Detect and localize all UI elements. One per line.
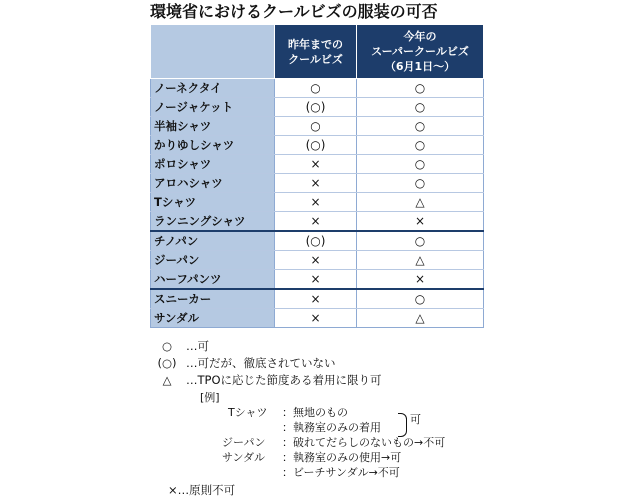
header-this-year-line3: （6月1日〜）	[384, 60, 456, 73]
limited-symbol: △	[162, 373, 172, 387]
example-heading: [例]	[200, 391, 220, 404]
last-year-mark: ×	[275, 193, 357, 212]
last-year-mark: ×	[275, 174, 357, 193]
table-row	[151, 193, 484, 212]
limited-text: …TPOに応じた節度ある着用に限り可	[186, 373, 382, 387]
this-year-mark: ×	[357, 270, 484, 290]
table-row	[151, 79, 484, 98]
this-year-mark: ○	[357, 289, 484, 309]
row-item-label: ポロシャツ	[151, 155, 275, 174]
ok-symbol: ○	[161, 339, 173, 353]
page-title: 環境省におけるクールビズの服装の可否	[150, 2, 438, 21]
legend-partial	[148, 355, 336, 371]
row-item-label: ハーフパンツ	[151, 270, 275, 290]
header-last-year-line1: 昨年までの	[288, 37, 343, 51]
table-row	[151, 270, 484, 290]
this-year-mark: △	[357, 309, 484, 328]
this-year-mark: ○	[357, 155, 484, 174]
last-year-mark: ×	[275, 309, 357, 328]
this-year-mark: ○	[357, 98, 484, 117]
last-year-mark: (○)	[275, 136, 357, 155]
example-tshirt-label: Tシャツ	[228, 406, 268, 419]
row-item-label: ランニングシャツ	[151, 212, 275, 232]
example-tshirt-result: 可	[410, 413, 421, 426]
dress-code-table	[150, 24, 484, 328]
table-row	[151, 212, 484, 232]
row-item-label: ノーネクタイ	[151, 79, 275, 98]
header-this-year-line2: スーパークールビズ	[371, 45, 469, 58]
header-corner	[151, 25, 275, 79]
table-row	[151, 98, 484, 117]
last-year-mark: ×	[275, 155, 357, 174]
example-sandal-line2: ：ビーチサンダル→不可	[282, 466, 400, 479]
header-last-year	[275, 25, 357, 79]
legend-ok	[148, 338, 209, 354]
table-row	[151, 136, 484, 155]
row-item-label: スニーカー	[151, 289, 275, 309]
partial-symbol: (○)	[157, 356, 177, 370]
row-item-label: かりゆしシャツ	[151, 136, 275, 155]
this-year-mark: ○	[357, 117, 484, 136]
example-jeans-label: ジーパン	[222, 436, 266, 449]
example-tshirt-line1: ：無地のもの	[282, 406, 348, 419]
table-row	[151, 309, 484, 328]
table-row	[151, 174, 484, 193]
example-jeans-line: ：破れてだらしのないもの→不可	[282, 436, 446, 449]
this-year-mark: ○	[357, 79, 484, 98]
header-this-year	[357, 25, 484, 79]
table-row	[151, 289, 484, 309]
row-item-label: ジーパン	[151, 251, 275, 270]
example-sandal-label: サンダル	[222, 451, 266, 464]
ok-text: …可	[186, 339, 209, 353]
header-last-year-line2: クールビズ	[288, 52, 343, 66]
this-year-mark: ○	[357, 174, 484, 193]
row-item-label: アロハシャツ	[151, 174, 275, 193]
example-brace	[398, 413, 407, 437]
row-item-label: Tシャツ	[151, 193, 275, 212]
table-row	[151, 251, 484, 270]
this-year-mark: △	[357, 251, 484, 270]
row-item-label: 半袖シャツ	[151, 117, 275, 136]
this-year-mark: △	[357, 193, 484, 212]
last-year-mark: (○)	[275, 98, 357, 117]
partial-text: …可だが、徹底されていない	[186, 356, 336, 370]
table-row	[151, 155, 484, 174]
table-row	[151, 117, 484, 136]
this-year-mark: ○	[357, 136, 484, 155]
legend-limited	[148, 372, 382, 388]
last-year-mark: ×	[275, 251, 357, 270]
last-year-mark: ×	[275, 270, 357, 290]
row-item-label: ノージャケット	[151, 98, 275, 117]
this-year-mark: ○	[357, 231, 484, 251]
row-item-label: サンダル	[151, 309, 275, 328]
last-year-mark: ×	[275, 289, 357, 309]
last-year-mark: ○	[275, 79, 357, 98]
row-item-label: チノパン	[151, 231, 275, 251]
last-year-mark: ○	[275, 117, 357, 136]
example-sandal-line1: ：執務室のみの使用→可	[282, 451, 402, 464]
legend-ng: ×…原則不可	[168, 483, 236, 497]
header-this-year-line1: 今年の	[403, 30, 437, 43]
last-year-mark: (○)	[275, 231, 357, 251]
example-tshirt-line2: ：執務室のみの着用	[282, 421, 381, 434]
this-year-mark: ×	[357, 212, 484, 232]
table-header-row	[151, 25, 484, 79]
last-year-mark: ×	[275, 212, 357, 232]
table-row	[151, 231, 484, 251]
